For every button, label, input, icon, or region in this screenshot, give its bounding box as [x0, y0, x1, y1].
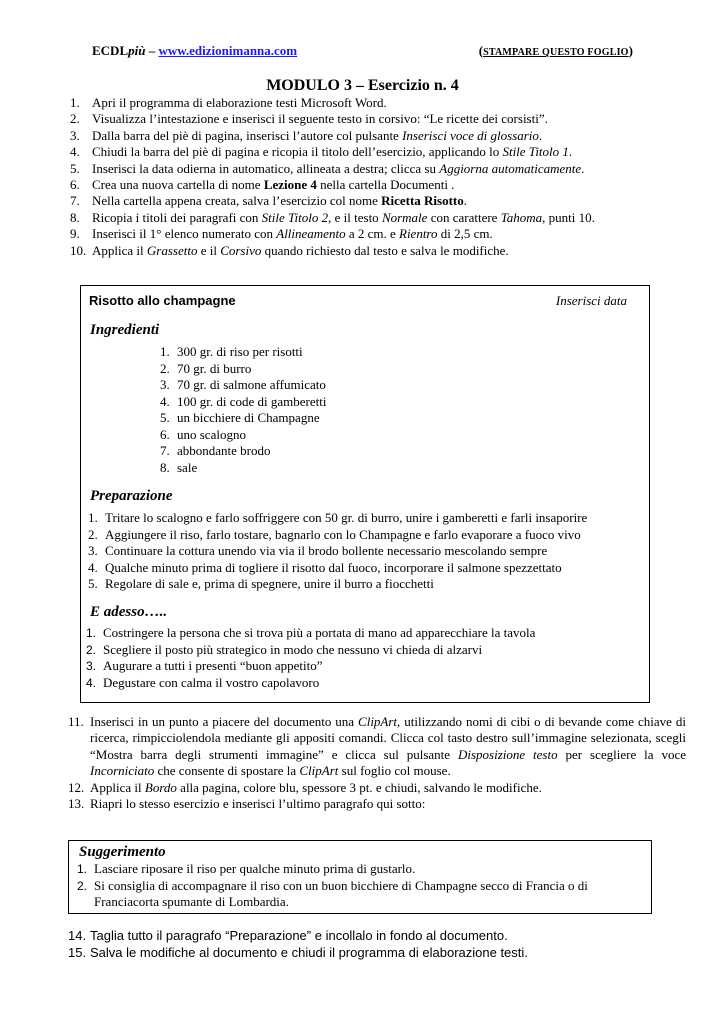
item-number: 2. — [160, 360, 170, 376]
recipe-title: Risotto allo champagne — [89, 293, 236, 308]
item-number: 2. — [70, 111, 80, 127]
item-text: Salva le modifiche al documento e chiudi il programma di elaborazione testi. — [90, 945, 528, 960]
item-text: 100 gr. di code di gamberetti — [177, 393, 327, 409]
instruction-list-top — [70, 95, 660, 259]
list-item — [77, 878, 645, 911]
item-text: Inserisci in un punto a piacere del documento una — [90, 714, 359, 729]
item-text: 300 gr. di riso per risotti — [177, 344, 303, 359]
item-text: Stile Titolo 1 — [502, 144, 569, 160]
item-text: Visualizza l’intestazione e inserisci il seguente testo in corsivo: “Le ricette dei corsisti”. — [92, 111, 548, 127]
item-number: 4. — [70, 144, 80, 160]
instruction-item — [70, 193, 660, 209]
instruction-item — [68, 796, 686, 812]
item-text: Ricopia i titoli dei paragrafi con — [92, 209, 262, 225]
item-text: Inserisci il 1° elenco numerato con — [92, 226, 277, 242]
instruction-item — [68, 927, 668, 944]
item-text: , utilizzando nomi di cibi o di bevande come chiave di ricerca, rimpicciolendola mediante gli appositi comandi. Clicca col tasto destro sull’immagine selezionata, scegli “Mostra barra degli strumenti immagine” e clicca sul pulsante — [90, 714, 686, 762]
item-text: Nella cartella appena creata, salva l’esercizio col nome — [92, 193, 382, 209]
item-text: di 2,5 cm. — [437, 226, 493, 242]
preparation-list — [88, 510, 648, 593]
item-text: Lezione 4 — [263, 177, 317, 193]
item-text: Disposizione testo — [457, 746, 558, 762]
item-text: Ricetta Risotto — [381, 193, 464, 209]
list-item — [160, 377, 460, 394]
print-label: STAMPARE QUESTO FOGLIO — [483, 47, 629, 58]
item-number: 4. — [86, 675, 97, 690]
item-text: 70 gr. di salmone affumicato — [177, 377, 326, 392]
item-text: ClipArt — [299, 763, 339, 779]
item-text: Riapri lo stesso esercizio e inserisci l’ultimo paragrafo qui sotto: — [90, 796, 426, 812]
item-text: per scegliere la voce — [557, 746, 686, 762]
item-number: 1. — [88, 510, 98, 525]
item-text: Regolare di sale e, prima di spegnere, unire il burro a fiocchetti — [105, 576, 434, 591]
item-text: Dalla barra del piè di pagina, inserisci l’autore col pulsante — [92, 127, 403, 143]
ingredients-heading: Ingredienti — [90, 322, 160, 338]
instruction-item — [70, 243, 660, 259]
item-number: 9. — [70, 226, 80, 242]
item-text: quando richiesto dal testo e salva le modifiche. — [261, 242, 509, 258]
item-text: alla pagina, colore blu, spessore 3 pt. e chiudi, salvando le modifiche. — [176, 779, 542, 795]
item-text: Incorniciato — [90, 763, 155, 779]
item-number: 2. — [86, 642, 97, 657]
item-number: 1. — [77, 862, 88, 876]
adesso-list — [86, 625, 646, 691]
item-number: 4. — [160, 393, 170, 409]
item-number: 1. — [86, 626, 97, 640]
instruction-item — [70, 95, 660, 111]
list-item — [160, 344, 460, 361]
item-text: ClipArt — [358, 714, 398, 729]
item-text: Degustare con calma il vostro capolavoro — [103, 674, 320, 690]
instruction-list-middle — [68, 714, 686, 812]
item-text: Aggiungere il riso, farlo tostare, bagnarlo con lo Champagne e farlo evaporare a fuoco vivo — [105, 526, 581, 542]
item-text: Inserisci la data odierna in automatico, allineata a destra; clicca su — [92, 160, 440, 176]
item-number: 1. — [70, 95, 80, 110]
list-item — [160, 410, 460, 427]
item-number: 6. — [70, 177, 80, 193]
item-text: . — [581, 160, 585, 176]
list-item — [160, 427, 460, 444]
list-item — [160, 460, 460, 477]
item-text: . — [568, 144, 573, 160]
instruction-item — [70, 144, 660, 160]
item-number: 1. — [160, 344, 170, 359]
item-text: nella cartella Documenti . — [316, 177, 455, 193]
item-text: Continuare la cottura unendo via via il brodo bollente necessario mescolando sempre — [105, 543, 548, 558]
item-number: 6. — [160, 426, 170, 442]
adesso-heading: E adesso….. — [90, 604, 168, 620]
instruction-item — [70, 177, 660, 193]
item-number: 11. — [68, 714, 84, 729]
item-text: Taglia tutto il paragrafo “Preparazione” e incollalo in fondo al documento. — [90, 928, 508, 943]
list-item — [160, 361, 460, 378]
instruction-item — [70, 161, 660, 177]
item-text: Tahoma — [500, 209, 543, 225]
suggestion-box — [68, 840, 652, 914]
item-number: 14. — [68, 928, 87, 943]
print-open: ( — [478, 43, 484, 58]
item-number: 5. — [160, 410, 170, 425]
instruction-item — [68, 780, 686, 796]
item-number: 2. — [77, 878, 88, 893]
ingredients-list — [160, 344, 460, 476]
item-number: 10. — [70, 242, 87, 258]
item-text: Costringere la persona che si trova più a portata di mano ad apparecchiare la tavola — [103, 625, 536, 640]
item-text: Chiudi la barra del piè di pagina e ricopia il titolo dell’esercizio, applicando lo — [92, 144, 503, 160]
item-text: con carattere — [427, 209, 501, 225]
instruction-list-bottom — [68, 927, 668, 961]
website-link[interactable]: www.edizionimanna.com — [158, 43, 298, 58]
item-text: Tritare lo scalogno e farlo soffriggere con 50 gr. di burro, unire i gamberetti e farli insaporire — [105, 510, 588, 525]
item-number: 3. — [70, 127, 80, 143]
item-number: 3. — [160, 377, 170, 392]
recipe-box — [80, 285, 650, 703]
item-number: 3. — [86, 659, 97, 673]
brand-dash: – — [145, 43, 159, 58]
item-number: 5. — [88, 576, 98, 591]
item-text: Augurare a tutti i presenti “buon appetito” — [103, 658, 323, 673]
list-item — [86, 642, 646, 659]
item-number: 8. — [160, 459, 170, 475]
list-item — [160, 443, 460, 460]
item-text: che consente di spostare la — [154, 763, 300, 779]
item-number: 7. — [70, 193, 80, 209]
brand-italic: più — [128, 43, 146, 58]
page-title: MODULO 3 – Esercizio n. 4 — [266, 77, 459, 94]
instruction-item — [70, 111, 660, 127]
page-header — [92, 43, 633, 61]
item-text: Rientro — [399, 226, 438, 242]
item-text: sale — [177, 459, 198, 475]
preparation-heading: Preparazione — [90, 488, 173, 504]
item-text: Stile Titolo 2 — [261, 209, 329, 225]
item-text: Aggiorna automaticamente — [439, 160, 582, 176]
item-text: sul foglio col mouse. — [338, 763, 451, 779]
item-number: 2. — [88, 526, 98, 542]
item-text: Apri il programma di elaborazione testi Microsoft Word. — [92, 95, 387, 110]
item-text: Inserisci voce di glossario — [402, 127, 539, 143]
item-text: Applica il — [92, 242, 147, 258]
suggestion-heading: Suggerimento — [79, 844, 166, 860]
instruction-item — [70, 128, 660, 144]
list-item — [88, 576, 648, 593]
instruction-item — [70, 226, 660, 242]
item-text: , e il testo — [328, 209, 382, 225]
item-text: Applica il — [90, 779, 145, 795]
item-text: Bordo — [144, 779, 177, 795]
item-text: Lasciare riposare il riso per qualche minuto prima di gustarlo. — [94, 861, 416, 876]
list-item — [77, 861, 645, 878]
item-text: Si consiglia di accompagnare il riso con un buon bicchiere di Champagne secco di Francia o di Franciacorta spumante di Lombardia. — [94, 877, 588, 909]
item-number: 12. — [68, 779, 85, 795]
item-text: , punti 10. — [542, 209, 595, 225]
list-item — [86, 658, 646, 675]
item-text: Corsivo — [220, 242, 262, 258]
list-item — [86, 675, 646, 692]
date-placeholder: Inserisci data — [555, 293, 627, 308]
instruction-item — [70, 210, 660, 226]
list-item — [160, 394, 460, 411]
item-text: Crea una nuova cartella di nome — [92, 177, 264, 193]
item-text: 70 gr. di burro — [177, 360, 252, 376]
instruction-item — [68, 714, 686, 780]
item-number: 7. — [160, 443, 170, 458]
item-text: . — [538, 127, 543, 143]
item-text: e il — [197, 242, 221, 258]
item-text: abbondante brodo — [177, 443, 271, 458]
item-text: a 2 cm. e — [345, 226, 399, 242]
item-text: un bicchiere di Champagne — [177, 410, 320, 425]
item-number: 5. — [70, 160, 80, 176]
list-item — [88, 543, 648, 560]
brand-prefix: ECDL — [92, 43, 129, 58]
item-number: 3. — [88, 543, 98, 558]
item-number: 15. — [68, 945, 87, 960]
print-close: ) — [628, 43, 633, 58]
item-number: 8. — [70, 209, 80, 225]
item-text: Scegliere il posto più strategico in modo che nessuno vi chieda di alzarvi — [103, 641, 483, 657]
list-item — [88, 527, 648, 544]
item-number: 4. — [88, 559, 98, 575]
item-text: Qualche minuto prima di togliere il risotto dal fuoco, incorporare il salmone spezzettato — [105, 559, 562, 575]
list-item — [86, 625, 646, 642]
item-text: uno scalogno — [177, 426, 246, 442]
item-text: Normale — [381, 209, 428, 225]
item-number: 13. — [68, 796, 85, 812]
item-text: Allineamento — [276, 226, 346, 242]
list-item — [88, 510, 648, 527]
item-text: Grassetto — [146, 242, 198, 258]
instruction-item — [68, 944, 668, 961]
brand-line — [92, 43, 297, 59]
print-note — [479, 43, 633, 61]
item-text: . — [463, 193, 468, 209]
list-item — [88, 560, 648, 577]
suggestion-list — [77, 861, 645, 911]
